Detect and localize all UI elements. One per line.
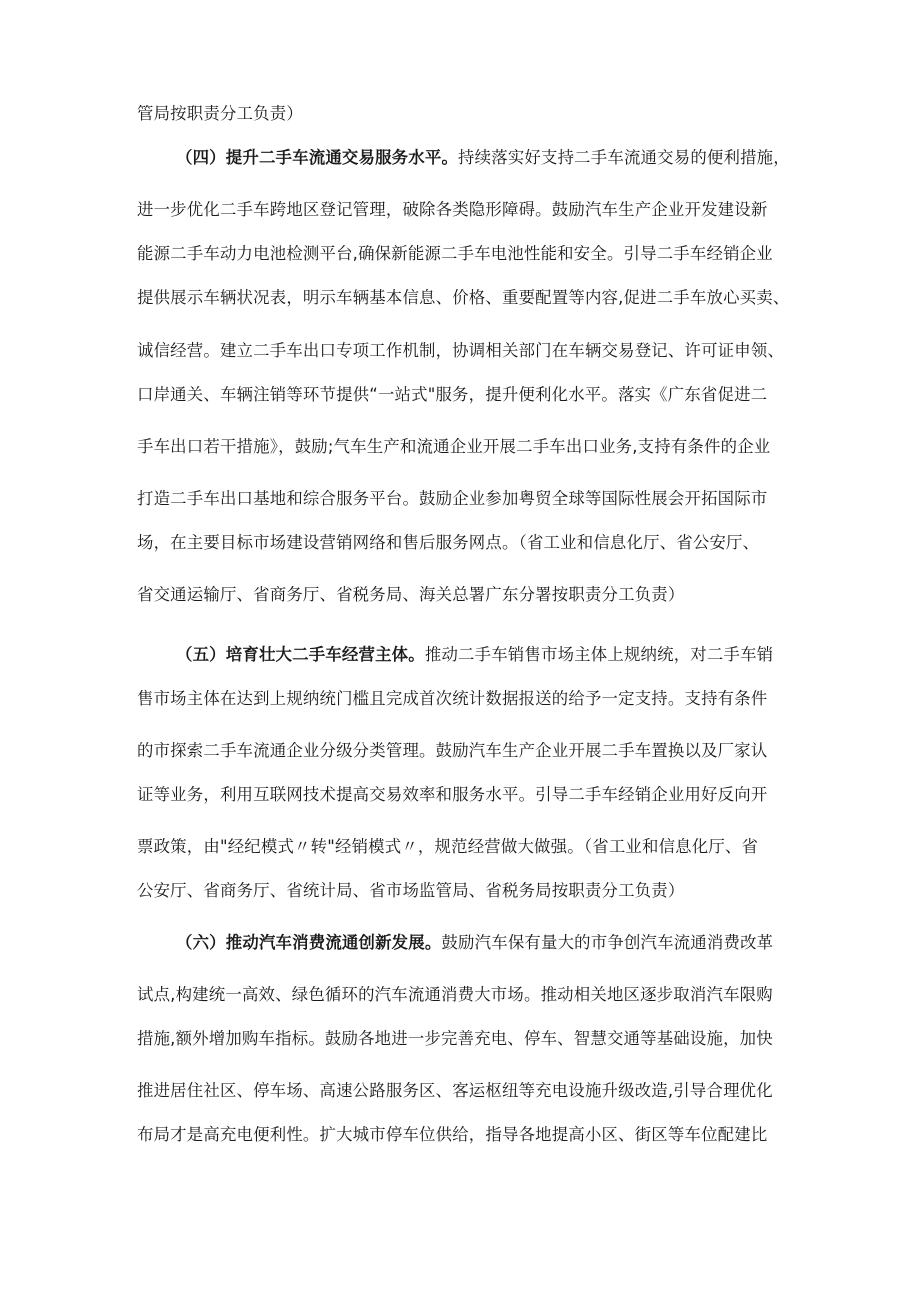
text-line: 口岸通关、车辆注销等环节提供“一站式"服务，提升便利化水平。落实《广东省促进二: [137, 385, 768, 404]
text-line: 售市场主体在达到上规纳统门槛且完成首次统计数据报送的给予一定支持。支持有条件: [137, 689, 768, 708]
section-heading: （四）提升二手车流通交易服务水平。: [176, 148, 459, 167]
text-line: 省交通运输厅、省商务厅、省税务局、海关总署广东分署按职责分工负责）: [137, 585, 685, 604]
text-span: 鼓励汽车保有量大的市争创汽车流通消费改革: [441, 933, 774, 952]
text-span: 持续落实好支持二手车流通交易的便利措施，: [458, 148, 790, 167]
section-heading: （六）推动汽车消费流通创新发展。: [176, 933, 442, 952]
text-span: 推动二手车销售市场主体上规纳统，对二手车销: [424, 645, 774, 664]
text-line: 票政策，由"经纪模式〃转"经销模式〃，规范经营做大做强。（省工业和信息化厅、省: [137, 837, 759, 856]
text-line: 手车出口若干措施》，鼓励;气车生产和流通企业开展二手车出口业务,支持有条件的企业: [137, 437, 771, 456]
text-line: 诚信经营。建立二手车出口专项工作机制，协调相关部门在车辆交易登记、许可证申领、: [137, 341, 785, 360]
text-line: 措施,额外增加购车指标。鼓励各地进一步完善充电、停车、智慧交通等基础设施，加快: [137, 1029, 773, 1048]
text-line: 布局才是高充电便利性。扩大城市停车位供给，指导各地提高小区、街区等车位配建比: [137, 1125, 768, 1144]
text-line: 试点,构建统一高效、绿色循环的汽车流通消费大市场。推动相关地区逐步取消汽车限购: [137, 985, 773, 1004]
section-heading: （五）培育壮大二手车经营主体。: [176, 645, 425, 664]
text-line: 打造二手车出口基地和综合服务平台。鼓励企业参加粤贸全球等国际性展会开拓国际市: [137, 489, 768, 508]
text-line: 公安厅、省商务厅、省统计局、省市场监管局、省税务局按职责分工负责）: [137, 881, 685, 900]
paragraph-first-line: [176, 644, 797, 666]
paragraph-first-line: [176, 932, 797, 954]
text-line: 推进居住社区、停车场、高速公路服务区、客运枢纽等充电设施升级改造,引导合理优化: [137, 1081, 773, 1100]
text-line: 的市探索二手车流通企业分级分类管理。鼓励汽车生产企业开展二手车置换以及厂家认: [137, 741, 768, 760]
text-line: 管局按职责分工负责）: [137, 104, 303, 123]
text-line: 提供展示车辆状况表，明示车辆基本信息、价格、重要配置等内容,促进二手车放心买卖、: [137, 288, 790, 307]
text-line: 证等业务，利用互联网技术提高交易效率和服务水平。引导二手车经销企业用好反向开: [137, 785, 768, 804]
text-line: 能源二手车动力电池检测平台,确保新能源二手车电池性能和安全。引导二手车经销企业: [137, 244, 773, 263]
paragraph-first-line: [176, 147, 797, 169]
text-line: 场，在主要目标市场建设营销网络和售后服务网点。（省工业和信息化厅、省公安厅、: [137, 533, 760, 552]
text-line: 进一步优化二手车跨地区登记管理，破除各类隐形障碍。鼓励汽车生产企业开发建设新: [137, 200, 768, 219]
